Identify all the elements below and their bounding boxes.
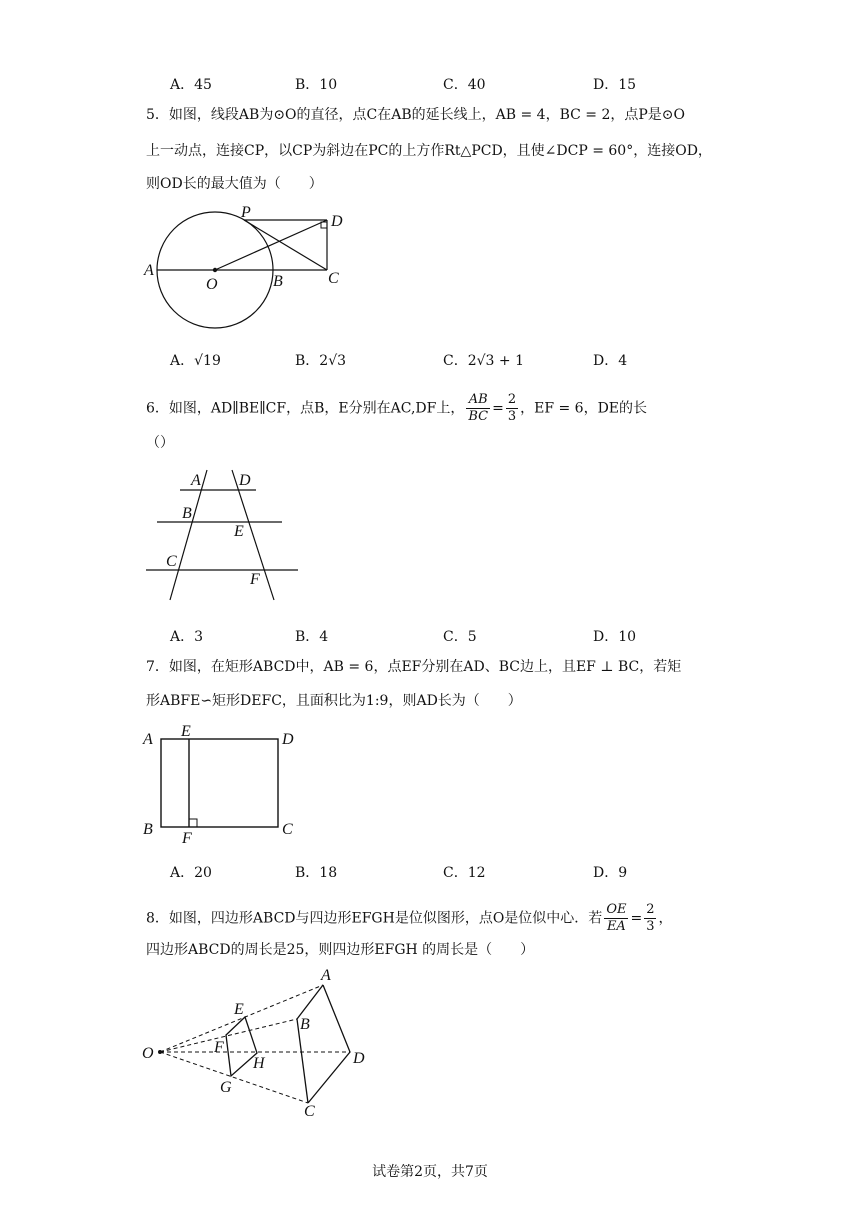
q8-label-b: B: [300, 1016, 310, 1033]
q6-frac-den: BC: [468, 409, 489, 424]
q7-text-line1: 7．如图，在矩形ABCD中，AB = 6，点EF分别在AD、BC边上，且EF ⊥ BC，若矩: [146, 659, 682, 675]
q4-option-b: B．10: [295, 77, 338, 93]
q8-label-g: G: [220, 1079, 232, 1096]
q7-label-b: B: [143, 821, 153, 838]
q7-option-b: B．18: [295, 865, 338, 881]
page-footer: 试卷第2页，共7页: [372, 1164, 488, 1180]
q6-label-e: E: [234, 523, 244, 540]
q6-frac2-num: 2: [507, 392, 517, 407]
q6-fraction-2-3: [506, 392, 518, 425]
q7-label-e: E: [181, 723, 191, 740]
q8-label-a: A: [321, 967, 331, 984]
q8-fraction-oe-ea: [604, 902, 628, 935]
q7-label-c: C: [282, 821, 293, 838]
q8-figure: [140, 967, 380, 1127]
q6-label-b: B: [182, 505, 192, 522]
q8-fraction-2-3: [644, 902, 656, 935]
q7-text-line2: 形ABFE∽矩形DEFC，且面积比为1:9，则AD长为（ ）: [146, 693, 522, 709]
q5-label-d: D: [331, 213, 343, 230]
q6-text-line2: （）: [146, 435, 174, 451]
q8-label-h: H: [253, 1055, 265, 1072]
q7-option-a: A．20: [170, 865, 212, 881]
q6-option-d: D．10: [593, 629, 637, 645]
q5-text-line2: 上一动点，连接CP，以CP为斜边在PC的上方作Rt△PCD，且使∠DCP = 60°，连接OD，: [146, 143, 712, 159]
q6-frac-num: AB: [466, 392, 490, 409]
q6-label-c: C: [166, 553, 177, 570]
q6-option-c: C．5: [443, 629, 477, 645]
q7-option-d: D．9: [593, 865, 628, 881]
q8-frac2-den: 3: [646, 919, 655, 934]
q5-option-b: B．2√3: [295, 353, 347, 369]
q6-option-a: A．3: [170, 629, 204, 645]
q6-label-a: A: [191, 472, 201, 489]
q8-label-d: D: [353, 1050, 365, 1067]
q5-label-b: B: [273, 273, 283, 290]
q6-label-d: D: [239, 472, 251, 489]
q6-fraction-ab-bc: [466, 392, 490, 425]
q5-option-d: D．4: [593, 353, 628, 369]
q5-text-line1: [146, 105, 685, 125]
q5-label-p: P: [241, 204, 251, 221]
q7-label-a: A: [143, 731, 153, 748]
q8-frac-num: OE: [606, 902, 627, 917]
q8-label-o: O: [142, 1045, 154, 1062]
q4-option-a: A．45: [170, 77, 212, 93]
q7-label-f: F: [182, 830, 192, 847]
q5-label-a: A: [144, 262, 154, 279]
q4-option-c: C．40: [443, 77, 486, 93]
q8-line1b: ，: [658, 910, 673, 927]
q5-option-a: A．√19: [170, 353, 221, 369]
q7-label-d: D: [282, 731, 294, 748]
q6-option-b: B．4: [295, 629, 329, 645]
q5-label-o: O: [206, 276, 218, 293]
q8-label-e: E: [234, 1001, 244, 1018]
q6-text-line1: 6．如图，AD∥BE∥CF，点B，E分别在AC,DF上， $\frac{AB}{BC}$ = $\frac{2}{3}$ ，EF = 6，DE的长: [146, 392, 648, 424]
q6-label-f: F: [250, 571, 260, 588]
q8-frac-den: EA: [606, 919, 626, 934]
q8-label-c: C: [304, 1103, 315, 1120]
q7-figure: [140, 722, 310, 847]
q8-label-f: F: [214, 1039, 224, 1056]
q5-number: 5．: [146, 107, 169, 123]
q5-label-c: C: [328, 270, 339, 287]
q5-text-line3: 则OD长的最大值为（ ）: [146, 176, 323, 192]
q8-text-line1: 8．如图，四边形ABCD与四边形EFGH是位似图形，点O是位似中心．若 $\frac{OE}{EA}$ = $\frac{2}{3}$ ，: [146, 902, 673, 934]
q5-figure: [140, 204, 360, 354]
q8-frac2-num: 2: [646, 902, 655, 917]
q8-line1a: 8．如图，四边形ABCD与四边形EFGH是位似图形，点O是位似中心．若: [146, 910, 603, 927]
q6-figure: [140, 467, 310, 607]
q4-option-d: D．15: [593, 77, 637, 93]
q6-frac2-den: 3: [507, 409, 517, 424]
q7-option-c: C．12: [443, 865, 486, 881]
q8-text-line2: 四边形ABCD的周长是25，则四边形EFGH 的周长是（ ）: [146, 942, 535, 958]
q5-line1: 如图，线段AB为⊙O的直径，点C在AB的延长线上，AB = 4，BC = 2，点P是⊙O: [168, 107, 685, 123]
q6-line1b: ，EF = 6，DE的长: [520, 400, 648, 417]
q6-line1a: 6．如图，AD∥BE∥CF，点B，E分别在AC,DF上，: [146, 400, 465, 417]
q5-option-c: C．2√3 + 1: [443, 353, 524, 369]
